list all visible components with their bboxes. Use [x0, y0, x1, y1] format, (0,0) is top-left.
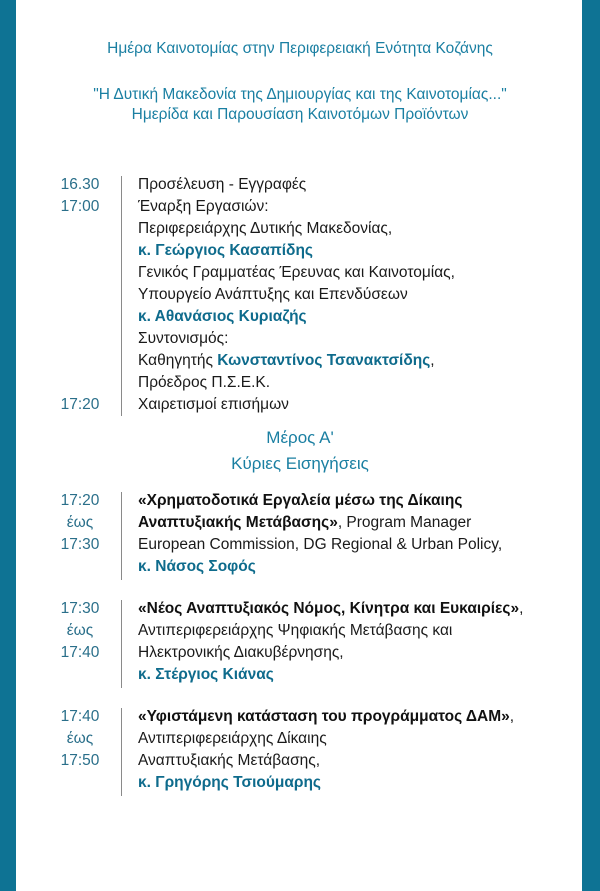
time-to-word: έως: [66, 622, 94, 639]
time-label: 16.30: [60, 176, 100, 193]
speaker-role: Αναπτυξιακής Μετάβασης,: [138, 752, 321, 769]
speaker-name: κ. Στέργιος Κιάνας: [138, 666, 274, 683]
left-color-band: [0, 0, 16, 891]
punctuation: ,: [430, 352, 435, 369]
section-subtitle: Κύριες Εισηγήσεις: [231, 454, 369, 473]
schedule-line: Γενικός Γραμματέας Έρευνας και Καινοτομίας,: [138, 264, 455, 281]
schedule-item: Προσέλευση - Εγγραφές: [138, 176, 307, 193]
schedule-line: Συντονισμός:: [138, 330, 229, 347]
punctuation: ,: [519, 600, 524, 617]
timeline-divider: [121, 600, 122, 688]
talk-line: [138, 514, 471, 532]
speaker-role: Αντιπεριφερειάρχης Ψηφιακής Μετάβασης και: [138, 622, 453, 639]
schedule-line: [138, 352, 435, 370]
schedule-line: Πρόεδρος Π.Σ.Ε.Κ.: [138, 374, 271, 391]
talk-title: «Υφιστάμενη κατάσταση του προγράμματος ΔΑΜ»: [138, 708, 510, 725]
speaker-name: Κωνσταντίνος Τσανακτσίδης: [217, 352, 431, 369]
schedule-item: Χαιρετισμοί επισήμων: [138, 396, 289, 413]
time-to: 17:40: [60, 644, 100, 661]
time-to-word: έως: [66, 514, 94, 531]
talk-line: [138, 708, 514, 726]
section-title: Μέρος Α': [266, 428, 334, 447]
time-from: 17:40: [60, 708, 100, 725]
timeline-divider: [121, 708, 122, 796]
time-from: 17:20: [60, 492, 100, 509]
speaker-title: Καθηγητής: [138, 352, 218, 369]
speaker-role: Ηλεκτρονικής Διακυβέρνησης,: [138, 644, 344, 661]
time-to: 17:50: [60, 752, 100, 769]
talk-title: «Χρηματοδοτικά Εργαλεία μέσω της Δίκαιης: [138, 492, 463, 509]
event-title: Ημέρα Καινοτομίας στην Περιφερειακή Ενότητα Κοζάνης: [107, 40, 493, 57]
speaker-name: κ. Γρηγόρης Τσιούμαρης: [138, 774, 321, 791]
time-from: 17:30: [60, 600, 100, 617]
time-label: 17:20: [60, 396, 100, 413]
talk-title: Αναπτυξιακής Μετάβασης»: [138, 514, 338, 531]
timeline-divider: [121, 176, 122, 416]
schedule-line: Υπουργείο Ανάπτυξης και Επενδύσεων: [138, 286, 408, 303]
schedule-item: Έναρξη Εργασιών:: [138, 198, 269, 215]
time-label: 17:00: [60, 198, 100, 215]
speaker-name: κ. Αθανάσιος Κυριαζής: [138, 308, 307, 325]
time-to-word: έως: [66, 730, 94, 747]
speaker-role: , Program Manager: [337, 514, 472, 531]
speaker-role: European Commission, DG Regional & Urban Policy,: [138, 536, 503, 553]
talk-line: [138, 600, 523, 618]
speaker-name: κ. Νάσος Σοφός: [138, 558, 256, 575]
speaker-name: κ. Γεώργιος Κασαπίδης: [138, 242, 313, 259]
event-subtitle-quote: "Η Δυτική Μακεδονία της Δημιουργίας και της Καινοτομίας...": [93, 86, 507, 103]
punctuation: ,: [509, 708, 515, 725]
time-to: 17:30: [60, 536, 100, 553]
timeline-divider: [121, 492, 122, 580]
speaker-role: Αντιπεριφερειάρχης Δίκαιης: [138, 730, 327, 747]
talk-title: «Νέος Αναπτυξιακός Νόμος, Κίνητρα και Ευκαιρίες»: [138, 600, 520, 617]
event-subtitle: Ημερίδα και Παρουσίαση Καινοτόμων Προϊόντων: [131, 106, 469, 123]
schedule-line: Περιφερειάρχης Δυτικής Μακεδονίας,: [138, 220, 393, 237]
right-color-band: [582, 0, 600, 891]
